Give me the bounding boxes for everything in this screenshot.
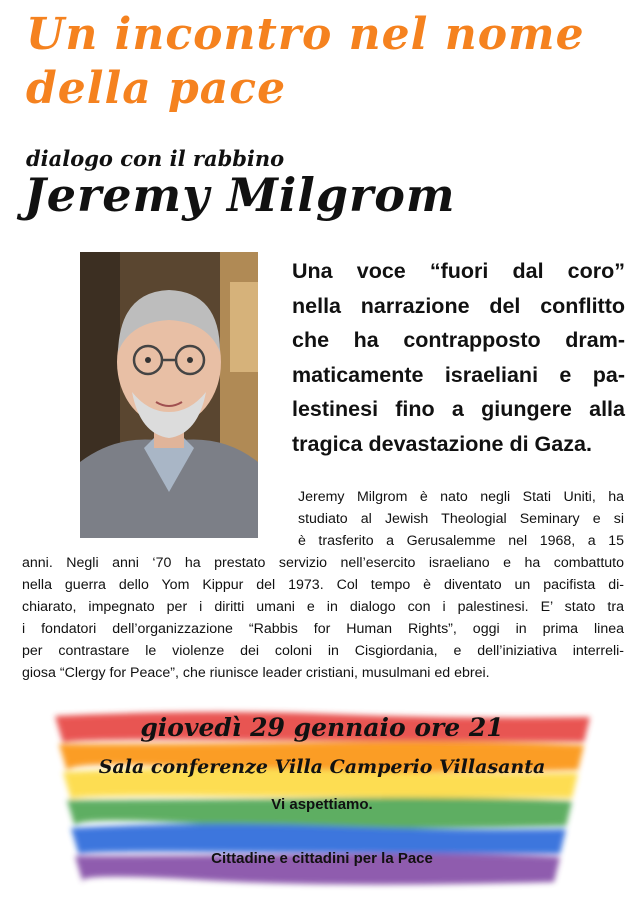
bio-line: i fondatori dell’organizzazione “Rabbis for Human Rights”, oggi in prima linea [22, 621, 624, 637]
lead-line: tragica devastazione di Gaza. [292, 431, 592, 456]
title-line-1: Un incontro nel nome [26, 9, 585, 60]
lead-line: lestinesi fino a giungere alla [292, 397, 625, 421]
bio-line: chiarato, impegnato per i diritti umani e in dialogo con i palestinesi. E’ stato tra [22, 599, 624, 615]
organizer-name: Cittadine e cittadini per la Pace [211, 850, 433, 867]
title-line-2: della pace [26, 63, 287, 114]
poster-title [26, 8, 626, 116]
bio-line: nella guerra dello Yom Kippur del 1973. Col tempo è diventato un pacifista di- [22, 577, 624, 593]
lead-paragraph [292, 254, 625, 461]
bio-line: giosa “Clergy for Peace”, che riunisce leader cristiani, musulmani ed ebrei. [22, 665, 490, 681]
event-date: giovedì 29 gennaio ore 21 [140, 713, 504, 742]
bio-paragraph [22, 486, 624, 684]
bio-line: è trasferito a Gerusalemme nel 1968, a 15 [298, 533, 624, 549]
lead-line: che ha contrapposto dram- [292, 328, 625, 352]
lead-line: maticamente israeliani e pa- [292, 362, 625, 387]
bio-line: studiato al Jewish Theologial Seminary e si [298, 511, 624, 527]
bio-line: anni. Negli anni ‘70 ha prestato servizio nell’esercito israeliano e ha combattuto [22, 555, 624, 571]
speaker-name: Jeremy Milgrom [24, 168, 456, 222]
bio-line: per contrastare le violenze dei coloni in Cisgiordania, e dell’iniziativa interreli- [22, 643, 624, 659]
bio-line: Jeremy Milgrom è nato negli Stati Uniti, ha [298, 489, 624, 505]
subtitle: dialogo con il rabbino [26, 146, 285, 171]
lead-line: nella narrazione del conflitto [292, 293, 625, 318]
invite-text: Vi aspettiamo. [271, 796, 373, 813]
lead-line: Una voce “fuori dal coro” [292, 259, 625, 283]
event-place: Sala conferenze Villa Camperio Villasanta [98, 756, 546, 778]
